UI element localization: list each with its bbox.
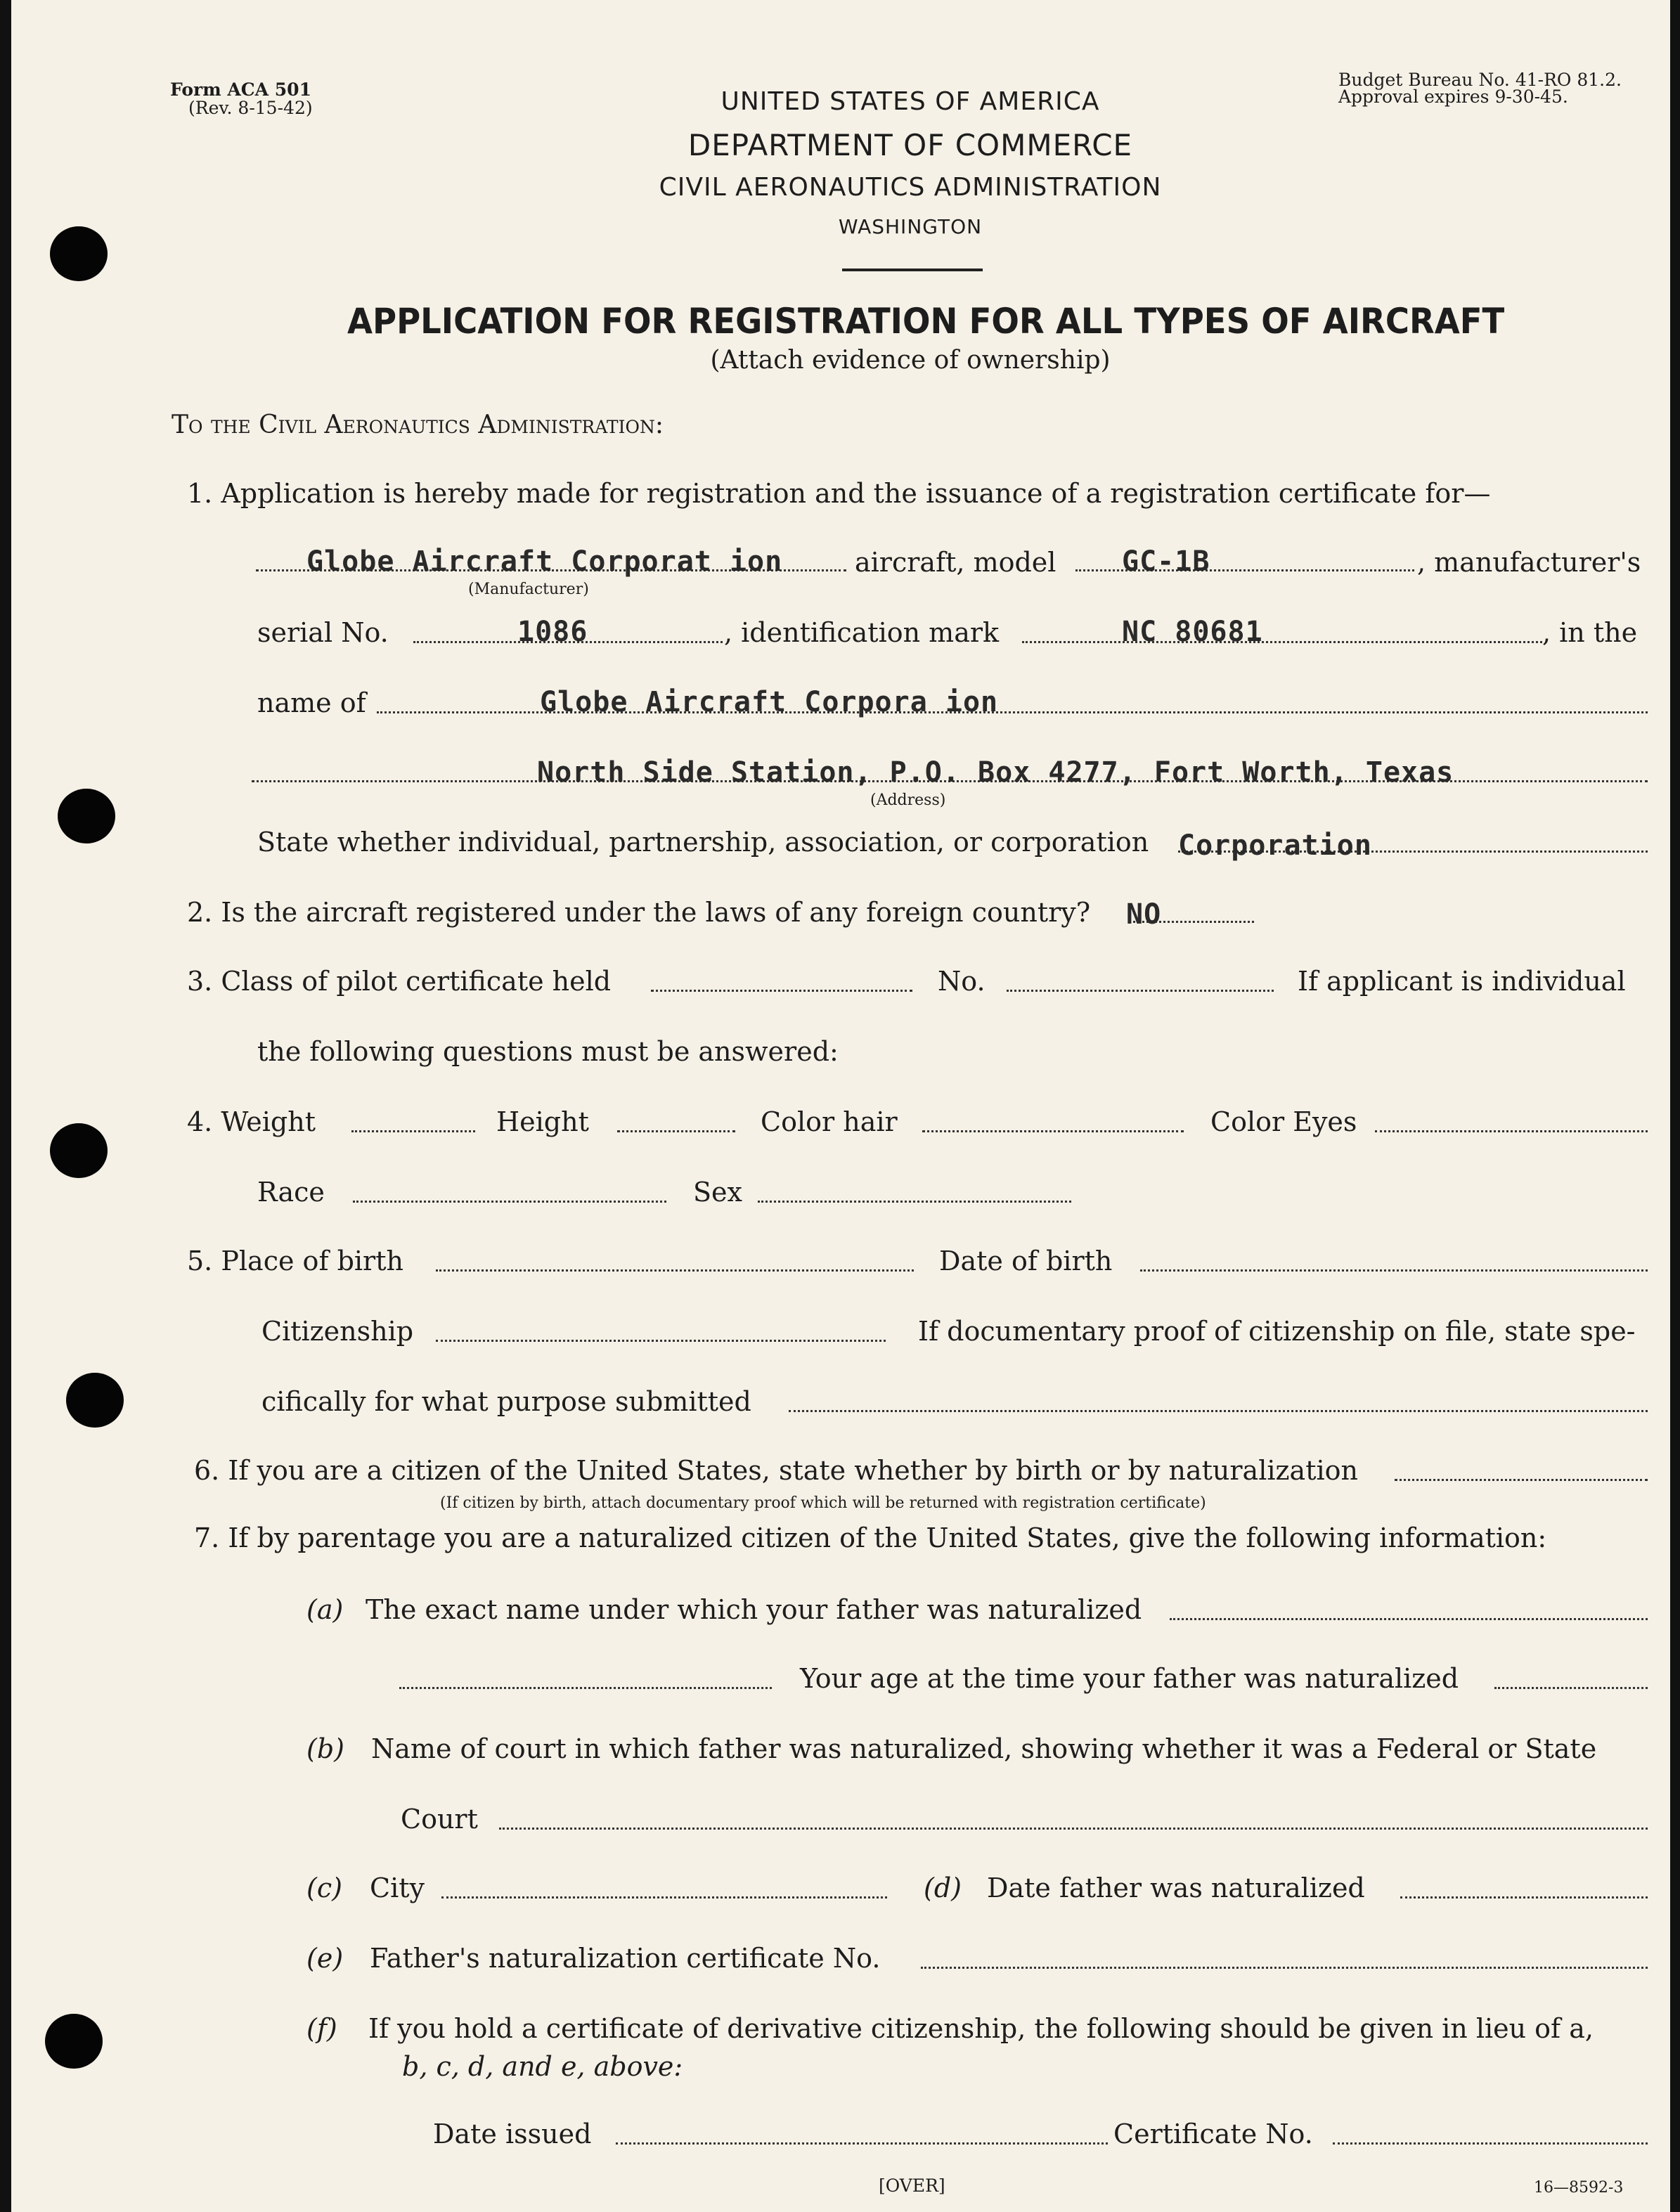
naturalization-date-field[interactable] — [1400, 1896, 1648, 1899]
father-certificate-no-field[interactable] — [921, 1967, 1648, 1969]
budget-bureau-number: Budget Bureau No. 41-RO 81.2. — [1338, 70, 1622, 90]
proof-label-1: If documentary proof of citizenship on file, state spe- — [918, 1316, 1636, 1347]
header-country: UNITED STATES OF AMERICA — [721, 87, 1100, 116]
court-field[interactable] — [499, 1828, 1648, 1830]
following-questions-label: the following questions must be answered: — [257, 1036, 839, 1067]
hair-color-label: Color hair — [761, 1106, 898, 1137]
footer-code: 16—8592-3 — [1534, 2179, 1624, 2197]
q7b-marker: (b) — [306, 1733, 344, 1764]
q7e-marker: (e) — [306, 1943, 344, 1974]
date-of-birth-label: Date of birth — [939, 1246, 1113, 1276]
name-of-label: name of — [257, 687, 366, 718]
punch-hole — [66, 1373, 124, 1428]
q7f-marker: (f) — [306, 2013, 337, 2044]
entity-type-label: State whether individual, partnership, association, or corporation — [257, 827, 1149, 858]
weight-label: 4. Weight — [187, 1106, 316, 1137]
sex-label: Sex — [693, 1177, 742, 1208]
punch-hole — [58, 789, 115, 843]
aircraft-model-label: aircraft, model — [855, 547, 1057, 578]
manufacturer-value: Globe Aircraft Corporat ion — [306, 545, 783, 578]
q7e-label: Father's naturalization certificate No. — [370, 1943, 881, 1974]
ident-label: , identification mark — [724, 617, 1000, 648]
serial-value: 1086 — [517, 616, 588, 648]
approval-expires: Approval expires 9-30-45. — [1338, 86, 1568, 107]
salutation: To the Civil Aeronautics Administration: — [172, 410, 664, 439]
q7d-label: Date father was naturalized — [987, 1873, 1365, 1903]
punch-hole — [50, 1123, 108, 1178]
manufacturers-label: , manufacturer's — [1417, 547, 1641, 578]
weight-field[interactable] — [351, 1130, 475, 1132]
q7b-court-label: Court — [401, 1804, 478, 1835]
foreign-registration-value: NO — [1126, 898, 1162, 931]
header-divider — [842, 269, 983, 271]
q7d-marker: (d) — [924, 1873, 962, 1903]
certificate-no-field[interactable] — [1333, 2142, 1648, 2145]
q1-intro: 1. Application is hereby made for registration and the issuance of a registration certificate for— — [187, 478, 1491, 509]
place-of-birth-field[interactable] — [436, 1269, 914, 1272]
in-the-label: , in the — [1542, 617, 1638, 648]
page-title: APPLICATION FOR REGISTRATION FOR ALL TYPES OF AIRCRAFT — [347, 301, 1505, 342]
pilot-certificate-no-label: No. — [938, 966, 986, 997]
height-label: Height — [496, 1106, 589, 1137]
ident-field[interactable] — [1022, 641, 1542, 643]
q7c-label: City — [370, 1873, 425, 1903]
manufacturer-caption: (Manufacturer) — [468, 581, 589, 598]
proof-purpose-field[interactable] — [789, 1410, 1648, 1412]
father-name-field[interactable] — [1170, 1618, 1648, 1620]
citizenship-label: Citizenship — [261, 1316, 414, 1347]
header-city: WASHINGTON — [838, 215, 983, 238]
footer-over: [OVER] — [879, 2175, 945, 2196]
page-subtitle: (Attach evidence of ownership) — [710, 346, 1111, 375]
citizenship-field[interactable] — [436, 1340, 886, 1342]
hair-color-field[interactable] — [922, 1130, 1184, 1132]
sex-field[interactable] — [758, 1201, 1071, 1203]
eye-color-field[interactable] — [1375, 1130, 1648, 1132]
citizenship-method-field[interactable] — [1395, 1479, 1648, 1481]
q6-note: (If citizen by birth, attach documentary proof which will be returned with registration certificate) — [440, 1494, 1206, 1512]
height-field[interactable] — [617, 1130, 735, 1132]
race-field[interactable] — [353, 1201, 666, 1203]
ident-value: NC 80681 — [1122, 616, 1263, 648]
registration-form-page — [11, 0, 1670, 2212]
form-revision: (Rev. 8-15-42) — [188, 98, 313, 118]
q3-label: 3. Class of pilot certificate held — [187, 966, 612, 997]
q7b-label: Name of court in which father was naturalized, showing whether it was a Federal or State — [371, 1733, 1597, 1764]
race-label: Race — [257, 1177, 325, 1208]
q7f-label-2: b, c, d, and e, above: — [402, 2051, 683, 2082]
address-value: North Side Station, P.O. Box 4277, Fort Worth, Texas — [537, 756, 1454, 789]
entity-type-value: Corporation — [1178, 829, 1372, 862]
q6-label: 6. If you are a citizen of the United States, state whether by birth or by naturalization — [194, 1455, 1358, 1486]
header-department: DEPARTMENT OF COMMERCE — [687, 128, 1133, 162]
header-agency: CIVIL AERONAUTICS ADMINISTRATION — [659, 173, 1162, 202]
address-caption: (Address) — [870, 791, 946, 809]
if-individual-label: If applicant is individual — [1298, 966, 1626, 997]
proof-label-2: cifically for what purpose submitted — [261, 1386, 751, 1417]
q7a-marker: (a) — [306, 1594, 344, 1625]
form-number: Form ACA 501 — [170, 79, 311, 100]
q7c-marker: (c) — [306, 1873, 342, 1903]
punch-hole — [45, 2014, 103, 2069]
pilot-certificate-class-field[interactable] — [651, 990, 912, 992]
certificate-no-label: Certificate No. — [1113, 2119, 1313, 2149]
father-name-field-continued[interactable] — [399, 1687, 772, 1689]
city-field[interactable] — [441, 1896, 887, 1899]
serial-label: serial No. — [257, 617, 389, 648]
q7f-label-1: If you hold a certificate of derivative citizenship, the following should be given in lieu of a, — [368, 2013, 1594, 2044]
date-issued-label: Date issued — [433, 2119, 592, 2149]
pilot-certificate-no-field[interactable] — [1007, 990, 1274, 992]
q7a-label: The exact name under which your father was naturalized — [366, 1594, 1142, 1625]
age-at-naturalization-field[interactable] — [1494, 1687, 1648, 1689]
q2-label: 2. Is the aircraft registered under the laws of any foreign country? — [187, 897, 1091, 928]
date-of-birth-field[interactable] — [1140, 1269, 1648, 1272]
eye-color-label: Color Eyes — [1210, 1106, 1357, 1137]
model-value: GC-1B — [1122, 545, 1210, 578]
owner-name-value: Globe Aircraft Corpora ion — [540, 686, 999, 718]
date-issued-field[interactable] — [616, 2142, 1108, 2145]
q7-label: 7. If by parentage you are a naturalized citizen of the United States, give the following information: — [194, 1522, 1547, 1553]
q7a-age-label: Your age at the time your father was naturalized — [800, 1663, 1459, 1694]
place-of-birth-label: 5. Place of birth — [187, 1246, 403, 1276]
